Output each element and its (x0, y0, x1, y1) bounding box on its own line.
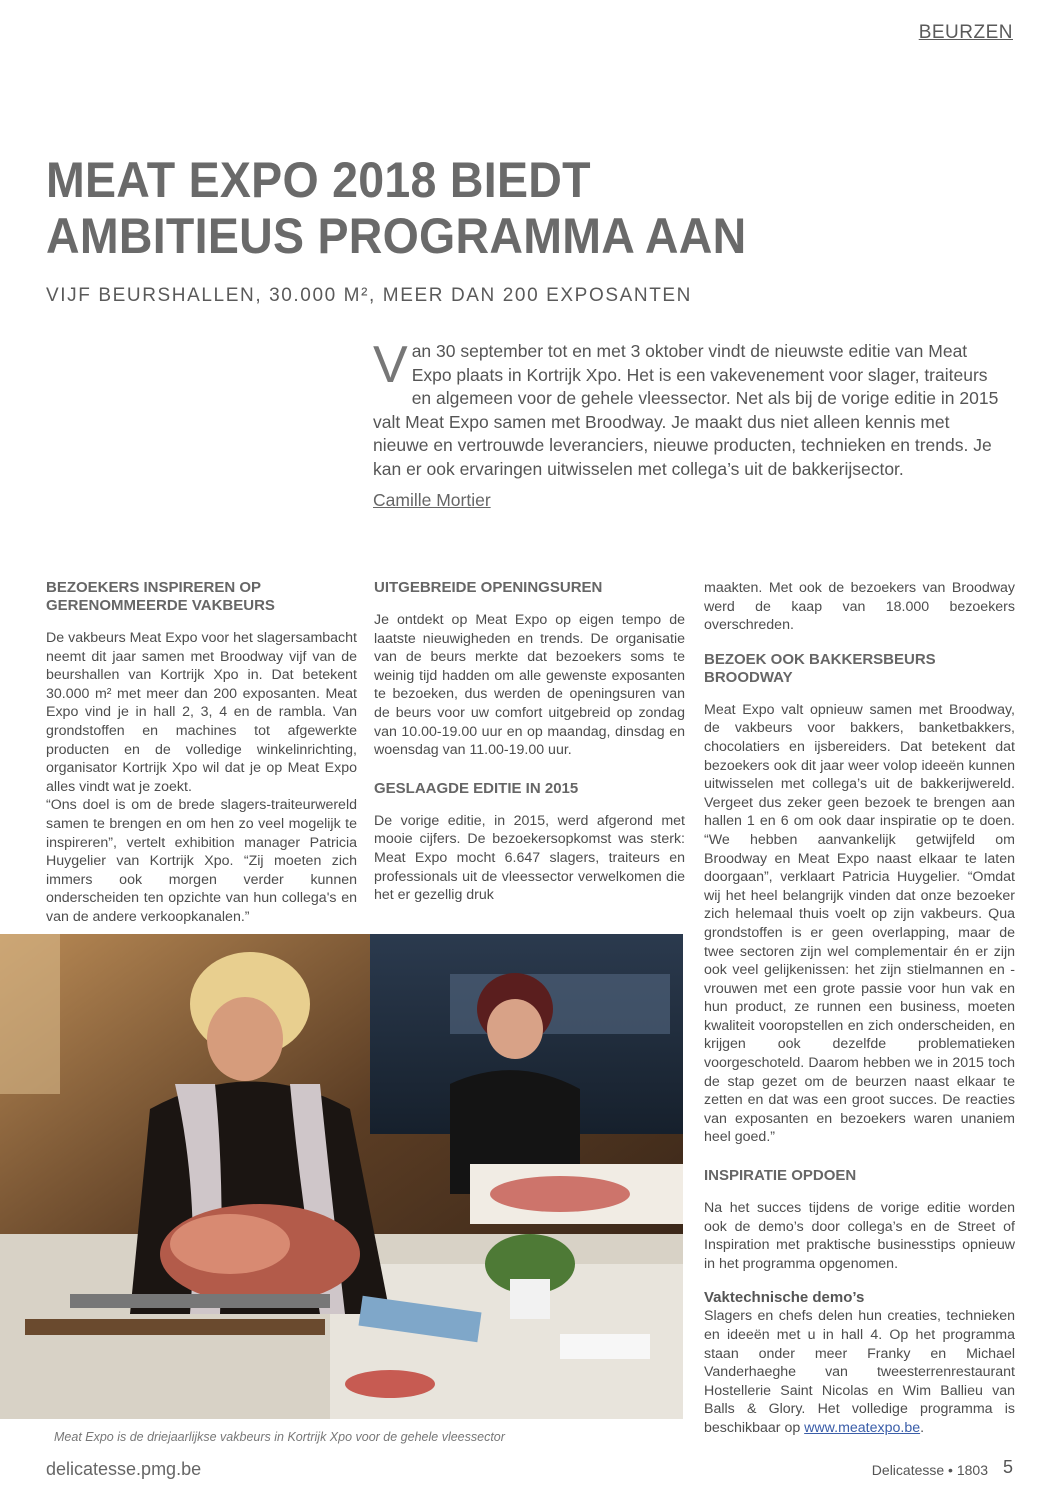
heading-broodway: BEZOEK OOK BAKKERSBEURS BROODWAY (704, 650, 936, 686)
author-byline[interactable]: Camille Mortier (373, 490, 491, 510)
photo-caption: Meat Expo is de driejaarlijkse vakbeurs in Kortrijk Xpo voor de gehele vleessector (54, 1430, 505, 1444)
page-number: 5 (1002, 1457, 1013, 1477)
headline-line-1: MEAT EXPO 2018 BIEDT (46, 152, 591, 208)
paragraph: maakten. Met ook de bezoekers van Broodway werd de kaap van 18.000 bezoekers overschreden. (704, 580, 1015, 634)
headline-line-2: AMBITIEUS PROGRAMMA AAN (46, 208, 747, 264)
paragraph: Je ontdekt op Meat Expo op eigen tempo de laatste nieuwigheden en trends. De organisatie van de beurs merkte dat bezoekers soms te weinig tijd hadden om alle gewenste exposanten te bezoeken, dus werden de openingsuren van de beurs voor uw comfort uitgebreid op zondag van 10.00-19.00 uur en op maandag, dinsdag en woensdag van 11.00-19.00 uur. (374, 612, 685, 759)
footer-website[interactable]: delicatesse.pmg.be (46, 1459, 202, 1479)
headline (46, 152, 883, 264)
intro-text: an 30 september tot en met 3 oktober vindt de nieuwste editie van Meat Expo plaats in Kortrijk Xpo. Het is een vakevenement voor slager, traiteurs en algemeen voor de gehele vleessector. Net als bij de vorige editie in 2015 valt Meat Expo samen met Broodway. Je maakt dus niet alleen kennis met nieuwe en vertrouwde leveranciers, nieuwe producten, technieken en trends. Je kan er ook ervaringen uitwisselen met collega’s uit de bakkerijsector. (373, 341, 999, 479)
column-2 (374, 579, 685, 905)
paragraph: Meat Expo valt opnieuw samen met Broodway, de vakbeurs voor bakkers, banketbakkers, chocolatiers en ijsbereiders. Dat betekent dat bezoekers ook dit jaar weer volop ideeën kunnen uitwisselen met collega’s uit de bakkerijwereld. Vergeet dus zeker geen bezoek te brengen aan hallen 1 en 6 om ook daar inspiratie op te doen. “We hebben aanvankelijk getwijfeld om Broodway en Meat Expo naast elkaar te laten doorgaan”, verklaart Patricia Huygelier. “Omdat wij het heel belangrijk vinden dat onze bezoeker zich helemaal thuis voelt op zijn vakbeurs. Qua grondstoffen is er geen overlapping, maar de twee sectoren zijn wel complementair én er zijn ook veel gelijkenissen: het zijn stielmannen en -vrouwen met een grote passie voor hun vak en hun product, ze runnen een business, moeten kwaliteit vooropstellen en zich onderscheiden, en krijgen ook dezelfde problematieken voorgeschoteld. Daarom hebben we in 2015 toch de stap gezet om de beurzen naast elkaar te zetten en dat was een groot succes. De reacties van exposanten en bezoekers waren unaniem heel goed.” (704, 701, 1015, 1146)
photo-illustration (0, 934, 683, 1419)
section-tag: BEURZEN (918, 22, 1013, 43)
article-photo (0, 934, 683, 1419)
footer-magazine-issue: Delicatesse • 1803 (871, 1462, 988, 1478)
website-link[interactable]: www.meatexpo.be (804, 1419, 921, 1436)
drop-cap: V (373, 336, 408, 394)
heading-bezoekers-inspireren: BEZOEKERS INSPIREREN OP GERENOMMEERDE VAKBEURS (46, 579, 275, 614)
subheading-demos: Vaktechnische demo’s (704, 1289, 865, 1307)
paragraph: Slagers en chefs delen hun creaties, technieken en ideeën met u in hall 4. Op het programma staan onder meer Franky en Michael Vanderhaeghe van tweesterrenrestaurant Hostellerie Saint Nicolas en Wim Ballieu van Balls & Glory. Het volledige programma is beschikbaar op www.meatexpo.be. (704, 1308, 1015, 1436)
paragraph: Na het succes tijdens de vorige editie worden ook de demo’s door collega’s en de Street of Inspiration met praktische businesstips opnieuw in het programma opgenomen. (704, 1200, 1015, 1272)
column-3 (704, 579, 1015, 1438)
paragraph: De vakbeurs Meat Expo voor het slagersambacht neemt dit jaar samen met Broodway vijf van de beurshallen van Kortrijk Xpo in. Dat betekent 30.000 m² met meer dan 200 exposanten. Meat Expo vind je in hall 2, 3, 4 en de rambla. Van grondstoffen en machines tot afgewerkte producten en de volledige winkelinrichting, organisator Kortrijk Xpo wil dat je op Meat Expo alles vindt wat je zoekt. (46, 630, 357, 795)
subheadline: VIJF BEURSHALLEN, 30.000 M², MEER DAN 200 EXPOSANTEN (46, 285, 692, 306)
heading-openingsuren: UITGEBREIDE OPENINGSUREN (374, 579, 603, 596)
column-1 (46, 579, 357, 927)
heading-inspiratie: INSPIRATIE OPDOEN (704, 1167, 857, 1185)
paragraph: De vorige editie, in 2015, werd afgerond met mooie cijfers. De bezoekersopkomst was sterk: Meat Expo mocht 6.647 slagers, traiteurs en professionals uit de vleessector verwelkomen die het er gezellig druk (374, 812, 685, 904)
heading-editie-2015: GESLAAGDE EDITIE IN 2015 (374, 779, 579, 797)
paragraph: “Ons doel is om de brede slagers-traiteurwereld samen te brengen en om hen zo veel mogelijk te inspireren”, vertelt exhibition manager Patricia Huygelier van Kortrijk Xpo. “Zij moeten zich immers ook morgen verder kunnen onderscheiden ten opzichte van hun collega's en van de andere verkoopkanalen.” (46, 797, 357, 925)
intro-paragraph (373, 336, 1008, 481)
